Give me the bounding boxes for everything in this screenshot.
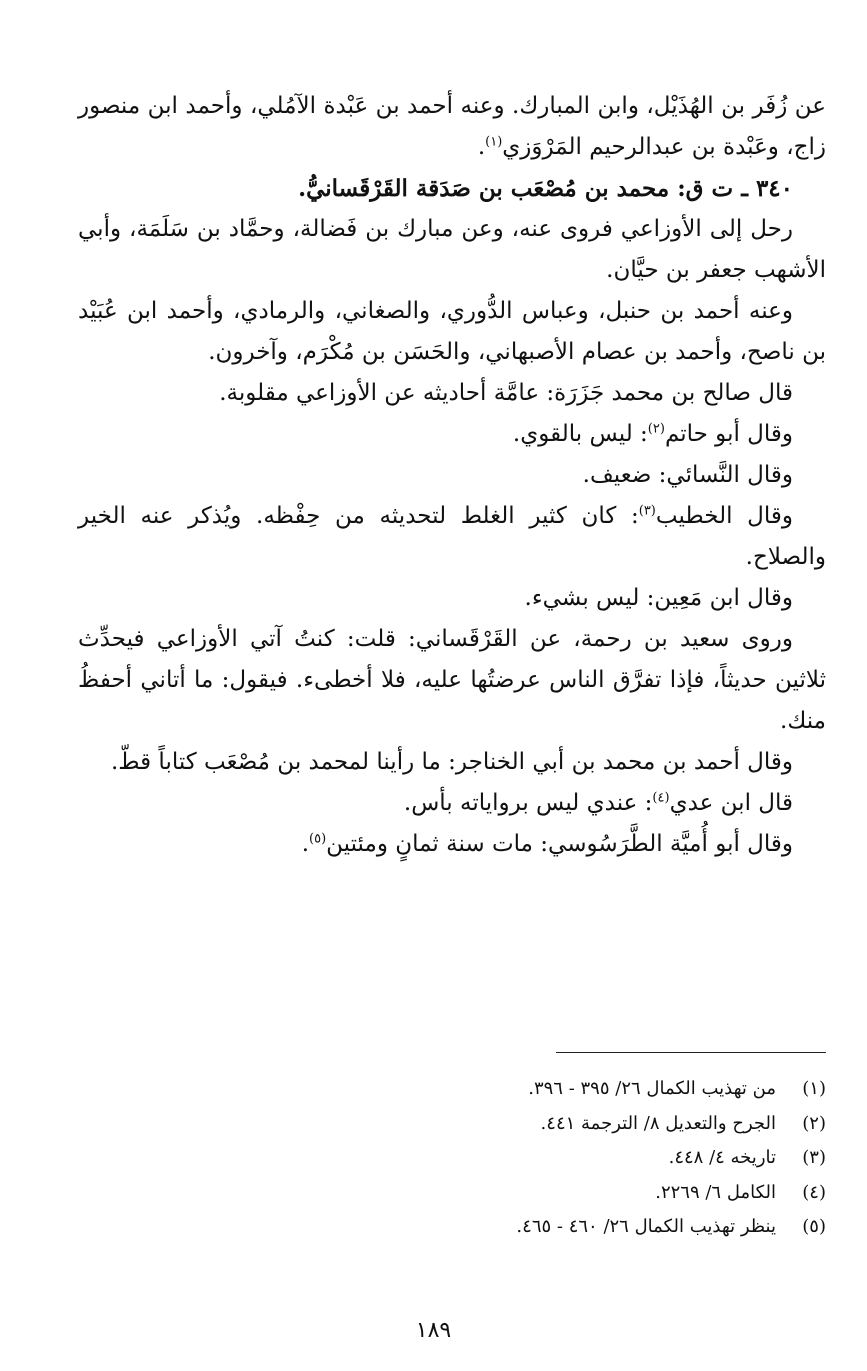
footnote-text: من تهذيب الكمال ٢٦/ ٣٩٥ - ٣٩٦.: [528, 1078, 776, 1099]
footnote-ref: (١): [485, 134, 503, 150]
footnote-text: الجرح والتعديل ٨/ الترجمة ٤٤١.: [540, 1112, 776, 1134]
footnote: [78, 1113, 826, 1148]
footnote-separator: [556, 1052, 826, 1053]
paragraph: وقال أبو أُميَّة الطَّرَسُوسي: مات سنة ثمانٍ ومئتين$^{(٥)}$.: [301, 831, 793, 857]
footnote-ref: (٤): [652, 790, 670, 806]
footnote-number: (٣): [802, 1147, 826, 1168]
paragraph: وقال أحمد بن محمد بن أبي الخناجر: ما رأينا لمحمد بن مُصْعَب كتاباً قطّ.: [110, 749, 793, 775]
entry-heading: ٣٤٠ ـ ت ق: محمد بن مُصْعَب بن صَدَقة القَرْقَسانيُّ.: [298, 175, 793, 202]
footnote-text: ينظر تهذيب الكمال ٢٦/ ٤٦٠ - ٤٦٥.: [516, 1216, 776, 1237]
footnote-text: الكامل ٦/ ٢٢٦٩.: [655, 1181, 776, 1203]
footnote: [78, 1216, 826, 1251]
paragraph-continuation: عن زُفَر بن الهُذَيْل، وابن المبارك. وعنه أحمد بن عَبْدة الآمُلي، وأحمد ابن منصور زاج، وعَبْدة بن عبدالرحيم المَرْوَزي$^{(١)}$.: [78, 93, 826, 160]
paragraph: رحل إلى الأوزاعي فروى عنه، وعن مبارك بن فَضالة، وحمَّاد بن سَلَمَة، وأبي الأشهب جعفر بن حيَّان.: [78, 216, 826, 283]
paragraph: قال ابن عدي$^{(٤)}$: عندي ليس برواياته بأس.: [403, 790, 793, 816]
footnote: [78, 1182, 826, 1217]
footnote-ref: (٥): [309, 831, 327, 847]
footnote: [78, 1078, 826, 1113]
footnote-text: تاريخه ٤/ ٤٤٨.: [668, 1147, 776, 1168]
paragraph: وقال الخطيب$^{(٣)}$: كان كثير الغلط لتحديثه من حِفْظه. ويُذكر عنه الخير والصلاح.: [78, 503, 826, 570]
footnote-ref: (٣): [638, 503, 656, 519]
paragraph: وقال أبو حاتم$^{(٢)}$: ليس بالقوي.: [512, 421, 793, 447]
paragraph: وقال ابن مَعِين: ليس بشيء.: [524, 585, 793, 611]
paragraph: وعنه أحمد بن حنبل، وعباس الدُّوري، والصغاني، والرمادي، وأحمد ابن عُبَيْد بن ناصح، وأحمد بن عصام الأصبهاني، والحَسَن بن مُكْرَم، وآخرون.: [78, 298, 826, 365]
page-number: ١٨٩: [415, 1318, 452, 1343]
paragraph: وقال النَّسائي: ضعيف.: [582, 462, 793, 488]
footnote-ref: (٢): [647, 421, 665, 437]
footnote: [78, 1147, 826, 1182]
main-text: [78, 86, 826, 865]
footnotes: [78, 1078, 826, 1251]
paragraph: قال صالح بن محمد جَزَرَة: عامَّة أحاديثه عن الأوزاعي مقلوبة.: [219, 380, 793, 406]
footnote-number: (٥): [802, 1216, 826, 1237]
footnote-number: (١): [802, 1078, 826, 1099]
paragraph: وروى سعيد بن رحمة، عن القَرْقَساني: قلت: كنتُ آتي الأوزاعي فيحدِّث ثلاثين حديثاً، فإذا تفرَّق الناس عرضتُها عليه، فلا أخطىء. فيقول: ما أتاني أحفظُ منك.: [78, 626, 826, 734]
footnote-number: (٢): [802, 1112, 826, 1134]
footnote-number: (٤): [802, 1181, 826, 1203]
